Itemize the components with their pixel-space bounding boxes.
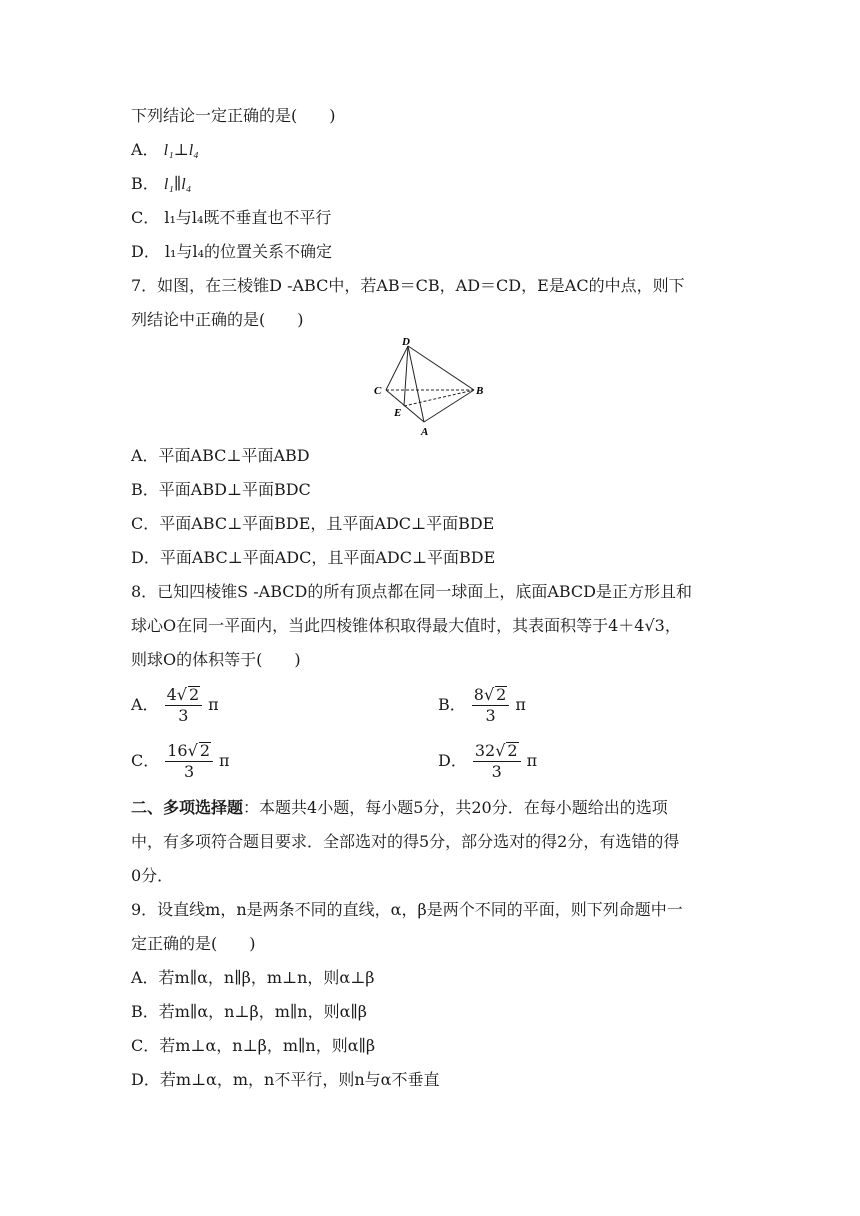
q8-option-a-fraction: $\frac{4√ 2}{3}$: [165, 686, 203, 725]
q9-stem-line2: 定正确的是( ): [131, 934, 256, 953]
q6-option-b: B． l₁∥l₄: [131, 174, 192, 193]
edge-db: [408, 346, 474, 390]
edge-eb-hidden: [404, 390, 474, 406]
q8-option-c: C． $\frac{16√ 2}{3}$ π: [131, 741, 230, 781]
q7-option-a: A．平面ABC⊥平面ABD: [131, 446, 310, 465]
q9-option-a: A．若m∥α，n∥β，m⊥n，则α⊥β: [131, 968, 375, 987]
q8-stem-line1: 8．已知四棱锥S -ABCD的所有顶点都在同一球面上，底面ABCD是正方形且和: [131, 582, 692, 601]
q6-option-a-text: l₁⊥l₄: [163, 142, 199, 159]
q9-stem-line1: 9．设直线m，n是两条不同的直线，α，β是两个不同的平面，则下列命题中一: [131, 900, 683, 919]
edge-de: [404, 346, 408, 406]
q6-stem-end: 下列结论一定正确的是( ): [131, 106, 336, 125]
section2-line2: 中，有多项符合题目要求．全部选对的得5分，部分选对的得2分，有选错的得: [131, 832, 680, 851]
q8-option-d: D． $\frac{32√ 2}{3}$ π: [438, 741, 538, 781]
q8-option-d-fraction: $\frac{32√ 2}{3}$: [473, 742, 521, 781]
q8-stem-line2: 球心O在同一平面内，当此四棱锥体积取得最大值时，其表面积等于4＋4√3，: [131, 616, 681, 635]
q8-option-b: B． $\frac{8√ 2}{3}$ π: [438, 685, 526, 725]
q6-option-d-text: l₁与l₄的位置关系不确定: [164, 242, 333, 261]
q7-option-c: C．平面ABC⊥平面BDE，且平面ADC⊥平面BDE: [131, 514, 495, 533]
label-a: A: [421, 426, 429, 438]
q8-stem-line3: 则球O的体积等于( ): [131, 650, 301, 669]
section2-title: 二、多项选择题: [131, 798, 244, 817]
q7-option-d: D．平面ABC⊥平面ADC，且平面ADC⊥平面BDE: [131, 548, 496, 567]
q6-option-a: A． l₁⊥l₄: [131, 140, 199, 159]
q7-pyramid-figure: [368, 336, 492, 440]
label-b: B: [476, 385, 484, 397]
q7-stem-line2: 列结论中正确的是( ): [131, 310, 304, 329]
q6-option-d: D． l₁与l₄的位置关系不确定: [131, 242, 333, 261]
edge-dc: [386, 346, 408, 390]
q9-option-d: D．若m⊥α，m，n不平行，则n与α不垂直: [131, 1070, 440, 1089]
q9-option-b: B．若m∥α，n⊥β，m∥n，则α∥β: [131, 1002, 368, 1021]
q9-option-c: C．若m⊥α，n⊥β，m∥n，则α∥β: [131, 1036, 376, 1055]
label-d: D: [402, 336, 410, 348]
q7-option-b: B．平面ABD⊥平面BDC: [131, 480, 311, 499]
q6-option-c: C． l₁与l₄既不垂直也不平行: [131, 208, 332, 227]
q6-option-c-text: l₁与l₄既不垂直也不平行: [164, 208, 332, 227]
label-e: E: [394, 407, 402, 419]
edge-ab: [424, 390, 474, 422]
q6-option-b-text: l₁∥l₄: [163, 176, 192, 193]
section2-line1: 二、多项选择题：本题共4小题，每小题5分，共20分．在每小题给出的选项: [131, 798, 668, 817]
section2-line3: 0分．: [131, 866, 174, 885]
q8-option-a: A． $\frac{4√ 2}{3}$ π: [131, 685, 219, 725]
q8-option-c-fraction: $\frac{16√ 2}{3}$: [165, 742, 213, 781]
q8-option-b-fraction: $\frac{8√ 2}{3}$: [472, 686, 510, 725]
label-c: C: [374, 385, 382, 397]
q7-stem-line1: 7．如图，在三棱锥D -ABC中，若AB＝CB，AD＝CD，E是AC的中点，则下: [131, 276, 685, 295]
